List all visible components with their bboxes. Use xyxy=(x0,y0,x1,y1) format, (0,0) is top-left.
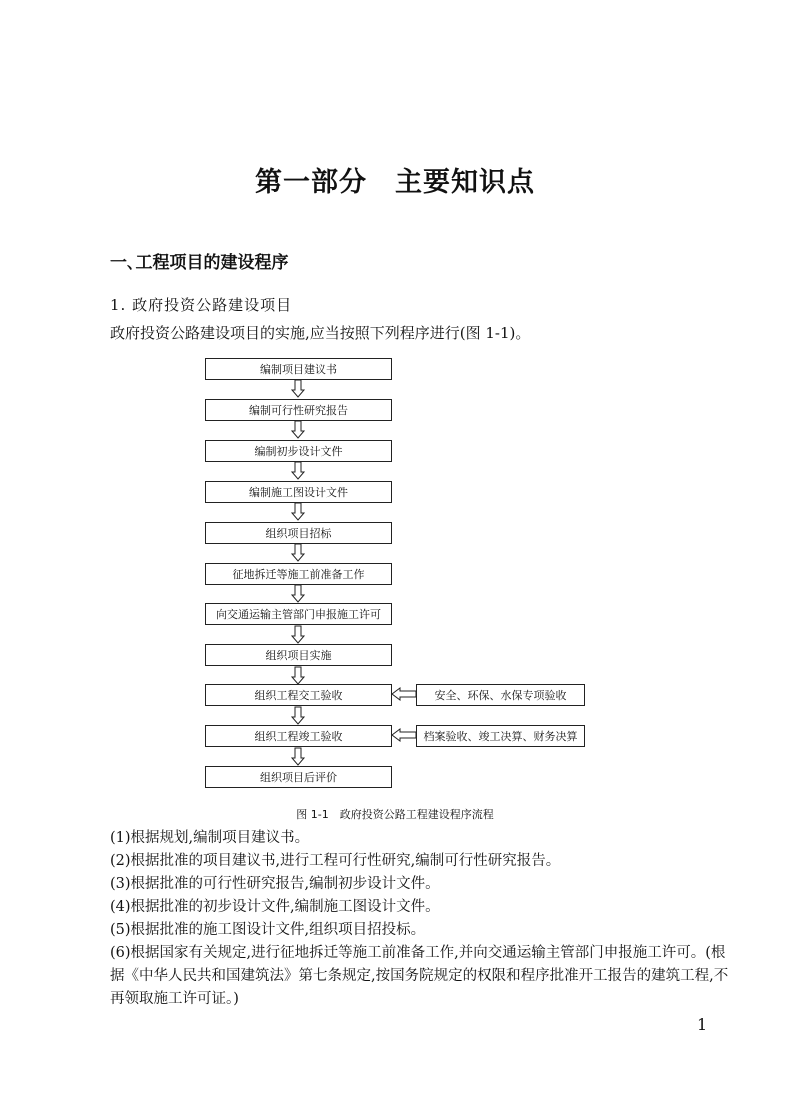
flow-step: 组织工程竣工验收 xyxy=(205,725,392,747)
section-heading: 一､工程项目的建设程序 xyxy=(110,253,289,273)
paragraph: (3)根据批准的可行性研究报告,编制初步设计文件。 xyxy=(110,876,440,892)
arrow-left-icon xyxy=(392,729,416,741)
arrow-down-icon xyxy=(292,462,304,479)
arrow-down-icon xyxy=(292,421,304,438)
arrow-down-icon xyxy=(292,503,304,520)
figure-caption: 图 1-1 政府投资公路工程建设程序流程 xyxy=(296,808,494,821)
arrow-down-icon xyxy=(292,380,304,397)
paragraph: (6)根据国家有关规定,进行征地拆迁等施工前准备工作,并向交通运输主管部门申报施工许可。(根据《中华人民共和国建筑法》第七条规定,按国务院规定的权限和程序批准开工报告的建筑工程,不再领取施工许可证。) xyxy=(110,945,729,1007)
flow-step: 征地拆迁等施工前准备工作 xyxy=(205,563,392,585)
flow-step: 编制施工图设计文件 xyxy=(205,481,392,503)
side-box-special-acceptance: 安全、环保、水保专项验收 xyxy=(416,684,585,706)
intro-text: 政府投资公路建设项目的实施,应当按照下列程序进行(图 1-1)。 xyxy=(110,324,531,342)
page-title: 第一部分 主要知识点 xyxy=(255,167,535,198)
flow-step: 组织项目招标 xyxy=(205,522,392,544)
side-box-archive-acceptance: 档案验收、竣工决算、财务决算 xyxy=(416,725,585,747)
subsection-heading: 1. 政府投资公路建设项目 xyxy=(110,296,293,314)
flow-step: 编制初步设计文件 xyxy=(205,440,392,462)
flow-step: 组织项目实施 xyxy=(205,644,392,666)
flow-step: 向交通运输主管部门申报施工许可 xyxy=(205,603,392,625)
arrow-down-icon xyxy=(292,544,304,561)
arrow-down-icon xyxy=(292,626,304,643)
paragraph: (5)根据批准的施工图设计文件,组织项目招投标。 xyxy=(110,922,426,938)
flow-step: 组织工程交工验收 xyxy=(205,684,392,706)
flow-step: 编制项目建议书 xyxy=(205,358,392,380)
arrow-left-icon xyxy=(392,688,416,700)
page-number: 1 xyxy=(697,1015,708,1034)
flow-step: 组织项目后评价 xyxy=(205,766,392,788)
paragraph: (1)根据规划,编制项目建议书。 xyxy=(110,830,310,846)
arrow-down-icon xyxy=(292,707,304,724)
paragraph: (2)根据批准的项目建议书,进行工程可行性研究,编制可行性研究报告。 xyxy=(110,853,561,869)
arrow-down-icon xyxy=(292,667,304,684)
paragraph: (4)根据批准的初步设计文件,编制施工图设计文件。 xyxy=(110,899,440,915)
arrow-down-icon xyxy=(292,585,304,602)
flow-step: 编制可行性研究报告 xyxy=(205,399,392,421)
arrow-down-icon xyxy=(292,748,304,765)
